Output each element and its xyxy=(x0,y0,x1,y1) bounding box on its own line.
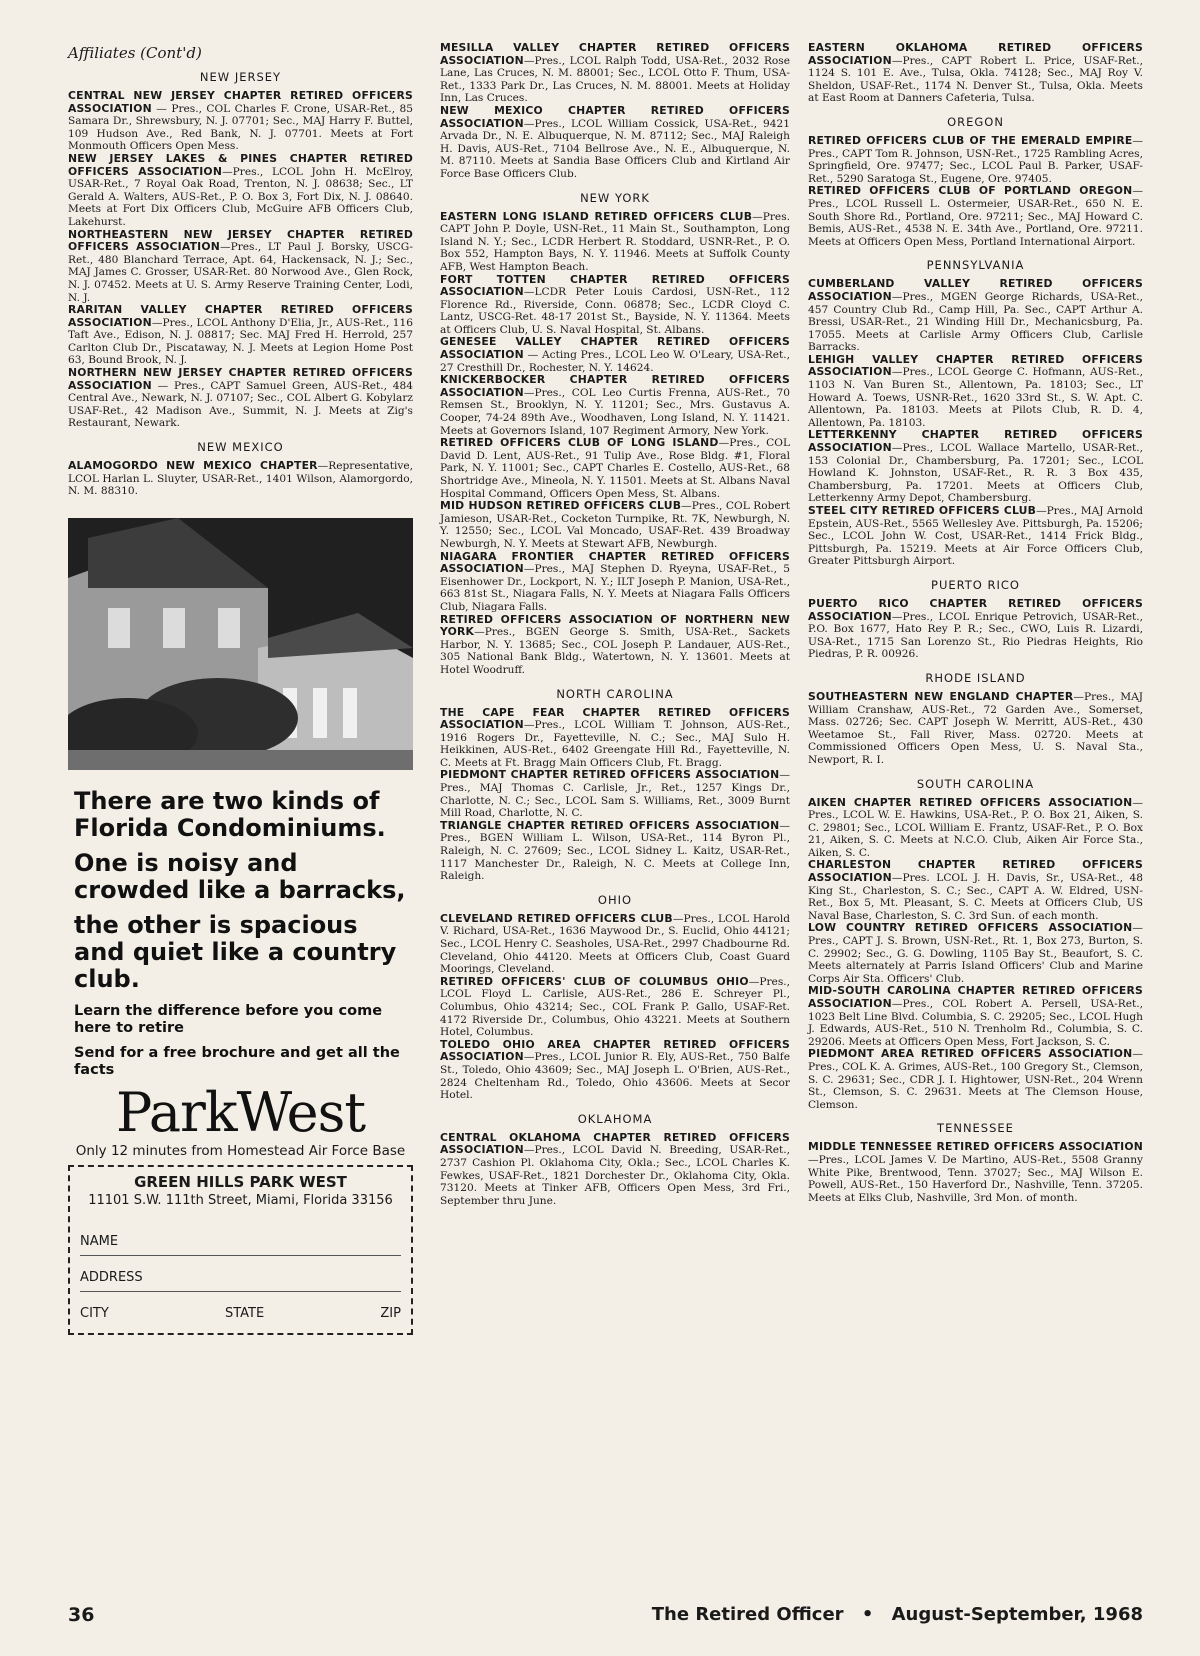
chapter-name: STEEL CITY RETIRED OFFICERS CLUB xyxy=(808,504,1037,517)
entries xyxy=(440,707,790,883)
chapter-details: —Pres., LCOL Floyd L. Carlisle, AUS-Ret., 286 E. Schreyer Pl., Columbus, Ohio 43214; Sec., COL Frank P. Gallo, USAF-Ret. 4172 Riverside Dr., Columbus, Ohio 43221. Meets at Southern Hotel, Columbus. xyxy=(440,975,790,1039)
entries xyxy=(808,278,1143,568)
chapter-entry xyxy=(68,229,413,305)
chapter-name: TOLEDO OHIO AREA CHAPTER RETIRED OFFICERS ASSOCIATION xyxy=(440,1037,790,1064)
chapter-details: —Pres., LCOL James V. De Martino, AUS-Ret., 5508 Granny White Pike, Brentwood, Tenn. 37027; Sec., MAJ Wilson E. Powell, AUS-Ret., 150 Haverford Dr., Nashville, Tenn. 37205. Meets at Elks Club, Nashville, 3rd Mon. of month. xyxy=(808,1153,1143,1204)
chapter-entry xyxy=(808,1048,1143,1111)
chapter-name: THE CAPE FEAR CHAPTER RETIRED OFFICERS ASSOCIATION xyxy=(440,705,790,732)
chapter-name: NIAGARA FRONTIER CHAPTER RETIRED OFFICERS ASSOCIATION xyxy=(440,549,790,576)
state-heading-oregon: OREGON xyxy=(947,114,1004,129)
chapter-name: FORT TOTTEN CHAPTER RETIRED OFFICERS ASSOCIATION xyxy=(440,272,790,299)
chapter-details: —Pres., CAPT Tom R. Johnson, USN-Ret., 1725 Rambling Acres, Springfield, Ore. 97477; Sec., LCOL Paul B. Parker, USAF-Ret., 5290 Saratoga St., Eugene, Ore. 97405. xyxy=(808,134,1143,185)
affiliates-label: Affiliates (Cont'd) xyxy=(68,44,202,62)
entries xyxy=(68,460,413,498)
entries xyxy=(808,797,1143,1112)
chapter-entry xyxy=(440,820,790,883)
entries xyxy=(808,135,1143,248)
chapter-entry xyxy=(440,551,790,614)
chapter-name: SOUTHEASTERN NEW ENGLAND CHAPTER xyxy=(808,689,1074,703)
chapter-entry xyxy=(440,437,790,500)
chapter-details: — Pres., COL Charles F. Crone, USAR-Ret., 85 Samara Dr., Shrewsbury, N. J. 07701; Sec., MAJ Harry F. Buttel, 109 Hudson Ave., Red Bank, N. J. 07701. Meets at Fort Monmouth Officers Open Mess. xyxy=(68,102,413,153)
page-footer xyxy=(68,1604,1143,1634)
chapter-entry xyxy=(440,1132,790,1208)
coupon-title: GREEN HILLS PARK WEST xyxy=(134,1172,347,1191)
chapter-name: MESILLA VALLEY CHAPTER RETIRED OFFICERS ASSOCIATION xyxy=(440,41,790,67)
page-number: 36 xyxy=(68,1604,95,1626)
chapter-name: KNICKERBOCKER CHAPTER RETIRED OFFICERS ASSOCIATION xyxy=(440,373,790,399)
chapter-details: —Pres., LCOL William T. Johnson, AUS-Ret., 1916 Rogers Dr., Fayetteville, N. C.; Sec., MAJ Sulo H. Heikkinen, AUS-Ret., 6402 Greengate Hill Rd., Fayetteville, N. C. Meets at Ft. Bragg Main Officers Club, Ft. Bragg. xyxy=(440,719,790,769)
entries xyxy=(808,691,1143,767)
chapter-name: EASTERN LONG ISLAND RETIRED OFFICERS CLUB xyxy=(440,209,753,223)
column-right xyxy=(808,42,1143,1214)
chapter-name: MID-SOUTH CAROLINA CHAPTER RETIRED OFFICERS ASSOCIATION xyxy=(808,984,1143,1010)
chapter-details: —Pres., LCOL William Cossick, USA-Ret., 9421 Arvada Dr., N. E. Albuquerque, N. M. 87112; Sec., MAJ Raleigh H. Davis, AUS-Ret., 7104 Bellrose Ave., N. E., Albuquerque, N. M. 87110. Meets at Sandia Base Officers Club and Kirtland Air Force Base Officers Club. xyxy=(440,117,790,180)
chapter-entry xyxy=(808,691,1143,767)
chapter-name: GENESEE VALLEY CHAPTER RETIRED OFFICERS ASSOCIATION xyxy=(440,335,790,362)
chapter-name: ALAMOGORDO NEW MEXICO CHAPTER xyxy=(68,459,318,473)
ad-subtext-1: Learn the difference before you come here to retire xyxy=(74,1002,383,1036)
chapter-details: —Pres., LCOL Russell L. Ostermeier, USAR-Ret., 650 N. E. South Shore Rd., Portland, Ore. 97211; Sec., MAJ Howard C. Bemis, AUS-Ret., 4538 N. E. 34th Ave., Portland, Ore. 97211. Meets at Officers Open Mess, Portland International Airport. xyxy=(808,185,1143,248)
chapter-name: TRIANGLE CHAPTER RETIRED OFFICERS ASSOCIATION xyxy=(440,818,780,832)
chapter-name: PUERTO RICO CHAPTER RETIRED OFFICERS ASSOCIATION xyxy=(808,596,1143,623)
chapter-entry xyxy=(68,90,413,153)
chapter-details: —Pres., MAJ William Cranshaw, AUS-Ret., 72 Garden Ave., Somerset, Mass. 02726; Sec. CAPT Joseph W. Merritt, AUS-Ret., 430 Weetamoe St., Fall River, Mass. 02720. Meets at Commissioned Officers Open Mess, U. S. Naval Sta., Newport, R. I. xyxy=(808,690,1143,766)
column-middle xyxy=(440,42,790,1217)
chapter-details: —Pres., LCOL David N. Breeding, USAR-Ret., 2737 Cashion Pl. Oklahoma City, Okla.; Sec., LCOL Charles K. Fewkes, USAF-Ret., 1821 Dorchester Dr., Oklahoma City, Okla. 73120. Meets at Tinker AFB, Officers Open Mess, 3rd Fri., September thru June. xyxy=(440,1144,790,1207)
chapter-name: NORTHERN NEW JERSEY CHAPTER RETIRED OFFICERS ASSOCIATION xyxy=(68,366,413,392)
chapter-details: —Pres., MAJ Arnold Epstein, AUS-Ret., 5565 Wellesley Ave. Pittsburgh, Pa. 15206; Sec., LCOL John W. Cost, USAR-Ret., 1414 Frick Bldg., Pittsburgh, Pa. 15219. Meets at Air Force Officers Club, Greater Pittsburgh Airport. xyxy=(808,505,1143,568)
chapter-name: RETIRED OFFICERS' CLUB OF COLUMBUS OHIO xyxy=(440,974,749,988)
chapter-name: PIEDMONT AREA RETIRED OFFICERS ASSOCIATION xyxy=(808,1047,1133,1061)
publication-line xyxy=(652,1604,1143,1625)
chapter-entry xyxy=(440,374,790,437)
chapter-entry xyxy=(440,1039,790,1102)
chapter-entry xyxy=(440,769,790,819)
entries xyxy=(808,1141,1143,1204)
chapter-entry xyxy=(68,460,413,498)
state-heading-pennsylvania: PENNSYLVANIA xyxy=(926,258,1025,273)
chapter-details: —Pres., BGEN William L. Wilson, USA-Ret., 114 Byron Pl., Raleigh, N. C. 27609; Sec., LCOL Sidney L. Kaitz, USAR-Ret., 1117 Manchester Dr., Raleigh, N. C. Meets at College Inn, Raleigh. xyxy=(440,819,790,883)
state-heading-new-york: NEW YORK xyxy=(580,190,650,205)
ad-headline-2: One is noisy and crowded like a barracks, xyxy=(74,848,406,904)
chapter-entry xyxy=(808,1141,1143,1204)
chapter-name: CENTRAL NEW JERSEY CHAPTER RETIRED OFFICERS ASSOCIATION xyxy=(68,89,413,115)
chapter-name: RETIRED OFFICERS CLUB OF PORTLAND OREGON xyxy=(808,184,1133,198)
brochure-coupon xyxy=(68,1165,413,1335)
chapter-details: —Pres., COL Robert Jamieson, USAR-Ret., Cocketon Turnpike, Rt. 7K, Newburgh, N. Y. 12550; Sec., LCOL Val Moncado, USAF-Ret. 439 Broadway Newburgh, N. Y. Meets at Stewart AFB, Newburgh. xyxy=(440,500,791,550)
chapter-name: CUMBERLAND VALLEY RETIRED OFFICERS ASSOCIATION xyxy=(808,277,1143,303)
chapter-entry xyxy=(440,274,790,337)
chapter-details: —Pres., MAJ Stephen D. Ryeyna, USAF-Ret., 5 Eisenhower Dr., Lockport, N. Y.; ILT Joseph P. Manion, USA-Ret., 663 81st St., Niagara Falls, N. Y. Meets at Niagara Falls Officers Club, Niagara Falls. xyxy=(440,563,790,613)
chapter-entry xyxy=(808,505,1143,568)
ad-tagline: Only 12 minutes from Homestead Air Force Base xyxy=(75,1142,406,1159)
chapter-name: LOW COUNTRY RETIRED OFFICERS ASSOCIATION xyxy=(808,921,1133,935)
chapter-entry xyxy=(440,42,790,105)
chapter-entry xyxy=(440,614,790,677)
entries xyxy=(440,913,790,1102)
chapter-entry xyxy=(440,336,790,374)
entries xyxy=(808,598,1143,661)
chapter-details: —Pres., LCOL Ralph Todd, USA-Ret., 2032 Rose Lane, Las Cruces, N. M. 88001; Sec., LCOL Otto F. Thum, USA-Ret., 1333 Park Dr., Las Cruces, N. M. 88001. Meets at Holiday Inn, Las Cruces. xyxy=(440,54,790,105)
chapter-entry xyxy=(440,913,790,976)
chapter-name: MID HUDSON RETIRED OFFICERS CLUB xyxy=(440,499,682,513)
column-left xyxy=(68,42,413,1335)
chapter-details: —Pres., LCOL John H. McElroy, USAR-Ret., 7 Royal Oak Road, Trenton, N. J. 08638; Sec., LT Gerald A. Walters, AUS-Ret., P. O. Box 3, Fort Dix, N. J. 08640. Meets at Fort Dix Officers Club, McGuire AFB Officers Club, Lakehurst. xyxy=(68,165,413,228)
chapter-details: —Pres., COL David D. Lent, AUS-Ret., 91 Tulip Ave., Rose Bldg. #1, Floral Park, N. Y. 11001; Sec., CAPT Charles E. Costello, AUS-Ret., 68 Shortridge Ave., Mineola, N. Y. 11501. Meets at St. Albans Naval Hospital Command, Officers Open Mess, St. Albans. xyxy=(440,437,791,500)
state-field[interactable]: STATE xyxy=(224,1305,265,1321)
chapter-details: —Pres., MAJ Thomas C. Carlisle, Jr., Ret., 1257 Kings Dr., Charlotte, N. C.; Sec., LCOL Sam S. Williams, Ret., 3009 Burnt Mill Road, Charlotte, N. C. xyxy=(440,769,790,820)
chapter-name: RETIRED OFFICERS CLUB OF LONG ISLAND xyxy=(440,436,719,450)
chapter-entry xyxy=(808,135,1143,185)
chapter-entry xyxy=(808,985,1143,1048)
chapter-entry xyxy=(808,859,1143,922)
chapter-details: —Pres. CAPT John P. Doyle, USN-Ret., 11 Main St., Southampton, Long Island N. Y.; Sec., LCDR Herbert R. Stoddard, USNR-Ret., P. O. Box 552, Hampton Bays, N. Y. 11946. Meets at Suffolk County AFB, West Hampton Beach. xyxy=(440,210,790,273)
chapter-name: AIKEN CHAPTER RETIRED OFFICERS ASSOCIATION xyxy=(808,795,1133,809)
condominium-photo xyxy=(68,518,413,770)
chapter-entry xyxy=(440,211,790,274)
chapter-name: MIDDLE TENNESSEE RETIRED OFFICERS ASSOCIATION xyxy=(808,1140,1143,1154)
city-field[interactable]: CITY xyxy=(80,1305,109,1321)
chapter-name: NEW JERSEY LAKES & PINES CHAPTER RETIRED OFFICERS ASSOCIATION xyxy=(68,151,413,178)
chapter-entry xyxy=(68,153,413,229)
chapter-name: CLEVELAND RETIRED OFFICERS CLUB xyxy=(440,911,673,925)
chapter-details: —Pres., LCOL George C. Hofmann, AUS-Ret., 1103 N. Van Buren St., Allentown, Pa. 18103; Sec., LT Howard A. Toews, USNR-Ret., 1620 33rd St., S. W. Apt. C. Allentown, Pa. 18103. Meets at Pilots Club, R. D. 4, Allentown, Pa. 18103. xyxy=(808,366,1143,429)
chapter-details: — Acting Pres., LCOL Leo W. O'Leary, USA-Ret., 27 Cresthill Dr., Rochester, N. Y. 14624. xyxy=(440,349,790,374)
ad-headline-1: There are two kinds of Florida Condominiums. xyxy=(74,786,386,842)
chapter-name: CENTRAL OKLAHOMA CHAPTER RETIRED OFFICERS ASSOCIATION xyxy=(440,1130,790,1157)
chapter-name: CHARLESTON CHAPTER RETIRED OFFICERS ASSOCIATION xyxy=(808,858,1143,885)
chapter-name: LETTERKENNY CHAPTER RETIRED OFFICERS ASSOCIATION xyxy=(808,428,1143,455)
chapter-details: —Representative, LCOL Harlan L. Sluyter, USAR-Ret., 1401 Wilson, Alamorgordo, N. M. 88310. xyxy=(68,460,413,498)
ad-headline-3: the other is spacious and quiet like a country club. xyxy=(74,910,397,993)
chapter-entry xyxy=(808,922,1143,985)
chapter-name: PIEDMONT CHAPTER RETIRED OFFICERS ASSOCIATION xyxy=(440,768,780,782)
chapter-entry xyxy=(808,797,1143,860)
issue-date: August-September, 1968 xyxy=(891,1604,1143,1625)
footer-bullet: • xyxy=(861,1604,874,1625)
chapter-name: LEHIGH VALLEY CHAPTER RETIRED OFFICERS ASSOCIATION xyxy=(808,352,1143,379)
chapter-details: —Pres., LCOL Anthony D'Elia, Jr., AUS-Ret., 116 Taft Ave., Edison, N. J. 08817; Sec. MAJ Fred H. Herrold, 257 Carlton Club Dr., Piscataway, N. J. Meets at Legion Home Post 63, Bound Brook, N. J. xyxy=(68,316,413,367)
chapter-details: —Pres., LCOL Enrique Petrovich, USAR-Ret., P.O. Box 1677, Hato Rey P. R.; Sec., CWO, Luis R. Lizardi, USA-Ret., 1715 San Lorenzo St., Rio Piedras Heights, Rio Piedras, P. R. 00926. xyxy=(808,610,1143,661)
entries xyxy=(68,90,413,430)
magazine-title: The Retired Officer xyxy=(651,1604,844,1625)
city-state-zip-row xyxy=(80,1298,401,1325)
chapter-name: NORTHEASTERN NEW JERSEY CHAPTER RETIRED OFFICERS ASSOCIATION xyxy=(68,227,413,254)
chapter-entry xyxy=(440,976,790,1039)
state-heading-south-carolina: SOUTH CAROLINA xyxy=(916,776,1035,791)
chapter-name: RARITAN VALLEY CHAPTER RETIRED OFFICERS ASSOCIATION xyxy=(68,303,413,329)
chapter-entry xyxy=(808,354,1143,430)
entries xyxy=(440,42,790,181)
state-heading-ohio: OHIO xyxy=(597,892,633,907)
entries xyxy=(440,211,790,677)
state-heading-oklahoma: OKLAHOMA xyxy=(577,1111,653,1126)
state-heading-puerto-rico: PUERTO RICO xyxy=(931,577,1020,592)
state-heading-north-carolina: NORTH CAROLINA xyxy=(556,686,674,701)
park-west-logo: ParkWest xyxy=(115,1080,366,1144)
chapter-entry xyxy=(440,707,790,770)
chapter-details: —Pres. LCOL J. H. Davis, Sr., USA-Ret., 48 King St., Charleston, S. C.; Sec., CAPT A. W. Eldred, USN-Ret., Box 5, Mt. Pleasant, S. C. Meets at Officers Club, US Naval Base, Charleston, S. C. 3rd Sun. of each month. xyxy=(808,872,1143,922)
chapter-details: —Pres., CAPT J. S. Brown, USN-Ret., Rt. 1, Box 273, Burton, S. C. 29902; Sec., G. G. Dowling, 1105 Bay St., Beaufort, S. C. Meets alternately at Parris Island Officers' Club and Marine Corps Air Sta. Officers' Club. xyxy=(808,922,1143,985)
chapter-details: —Pres., LCOL W. E. Hawkins, USA-Ret., P. O. Box 21, Aiken, S. C. 29801; Sec., LCOL William E. Frantz, USAF-Ret., P. O. Box 21, Aiken, S. C. Meets at N.C.O. Club, Aiken Air Force Sta., Aiken, S. C. xyxy=(808,796,1143,859)
chapter-details: —Pres., LCOL Harold V. Richard, USA-Ret., 1636 Maywood Dr., S. Euclid, Ohio 44121; Sec., LCOL Henry C. Seasholes, USA-Ret., 2997 Chadbourne Rd. Cleveland, Ohio 44120. Meets at Officers Club, Coast Guard Moorings, Cleveland. xyxy=(440,912,790,976)
chapter-name: RETIRED OFFICERS CLUB OF THE EMERALD EMPIRE xyxy=(808,133,1133,147)
chapter-name: RETIRED OFFICERS ASSOCIATION OF NORTHERN NEW YORK xyxy=(440,612,790,639)
ad-subtext-2: Send for a free brochure and get all the facts xyxy=(74,1044,400,1078)
chapter-entry xyxy=(808,42,1143,105)
chapter-name: EASTERN OKLAHOMA RETIRED OFFICERS ASSOCIATION xyxy=(808,41,1143,67)
chapter-entry xyxy=(68,367,413,430)
chapter-details: —Pres., CAPT Robert L. Price, USAF-Ret., 1124 S. 101 E. Ave., Tulsa, Okla. 74128; Sec., MAJ Roy V. Sheldon, USAF-Ret., 1174 N. Denver St., Tulsa, Okla. Meets at East Room at Danners Cafeteria, Tulsa. xyxy=(808,54,1143,105)
state-heading-new-mexico: NEW MEXICO xyxy=(197,440,284,455)
state-heading-tennessee: TENNESSEE xyxy=(937,1121,1014,1136)
chapter-details: —Pres., LT Paul J. Borsky, USCG-Ret., 480 Blanchard Terrace, Apt. 64, Hackensack, N. J.; Sec., MAJ James C. Grosser, USAR-Ret. 80 Norwood Ave., Glen Rock, N. J. 07452. Meets at U. S. Army Reserve Training Center, Lodi, N. J. xyxy=(68,241,413,304)
chapter-details: —LCDR Peter Louis Cardosi, USN-Ret., 112 Florence Rd., Riverside, Conn. 06878; Sec., LCDR Cloyd C. Lantz, USCG-Ret. 48-17 201st St., Bayside, N. Y. 11364. Meets at Officers Club, U. S. Naval Hospital, St. Albans. xyxy=(440,286,790,336)
chapter-details: —Pres., LCOL Wallace Martello, USAR-Ret., 153 Colonial Dr., Chambersburg, Pa. 17201; Sec., LCOL Howland K. Johnston, USAF-Ret., R. R. 3 Box 435, Chambersburg, Pa. 17201. Meets at Officers Club, Letterkenny Army Depot, Chambersburg. xyxy=(808,442,1143,505)
state-heading-rhode-island: RHODE ISLAND xyxy=(925,670,1026,685)
chapter-details: —Pres., MGEN George Richards, USA-Ret., 457 Country Club Rd., Camp Hill, Pa. Sec., CAPT Arthur A. Bressi, USAR-Ret., 21 Winding Hill Dr., Mechanicsburg, Pa. 17055. Meets at Carlisle Army Officers Club, Carlisle Barracks. xyxy=(808,290,1143,354)
chapter-details: — Pres., CAPT Samuel Green, AUS-Ret., 484 Central Ave., Newark, N. J. 07107; Sec., COL Albert G. Kobylarz USAF-Ret., 42 Madison Ave., Summit, N. J. Meets at Zig's Restaurant, Newark. xyxy=(68,379,413,430)
zip-field[interactable]: ZIP xyxy=(380,1305,401,1321)
chapter-entry xyxy=(440,500,790,550)
chapter-entry xyxy=(808,598,1143,661)
entries xyxy=(808,42,1143,105)
chapter-entry xyxy=(440,105,790,181)
chapter-entry xyxy=(808,278,1143,354)
chapter-details: —Pres., COL Leo Curtis Frenna, AUS-Ret., 70 Remsen St., Brooklyn, N. Y. 11201; Sec., Mrs. Gustavus A. Cooper, 74-24 89th Ave., Woodhaven, Long Island, N. Y. 11421. Meets at Governors Island, 107 Regiment Armory, New York. xyxy=(440,386,790,437)
chapter-details: —Pres., COL Robert A. Persell, USA-Ret., 1023 Belt Line Blvd. Columbia, S. C. 29205; Sec., LCOL Hugh J. Edwards, AUS-Ret., 510 N. Trenholm Rd., Columbia, S. C. 29206. Meets at Officers Open Mess, Fort Jackson, S. C. xyxy=(808,998,1143,1048)
entries xyxy=(440,1132,790,1208)
address-field[interactable]: ADDRESS xyxy=(80,1262,401,1292)
chapter-entry xyxy=(68,304,413,367)
chapter-details: —Pres., LCOL Junior R. Ely, AUS-Ret., 750 Balfe St., Toledo, Ohio 43609; Sec., MAJ Joseph L. O'Brien, AUS-Ret., 2824 Cheltenham Rd., Toledo, Ohio 43606. Meets at Secor Hotel. xyxy=(440,1051,790,1102)
state-heading-new-jersey: NEW JERSEY xyxy=(199,70,282,84)
chapter-entry xyxy=(808,429,1143,505)
condominium-building-image xyxy=(68,518,413,770)
chapter-name: NEW MEXICO CHAPTER RETIRED OFFICERS ASSOCIATION xyxy=(440,103,790,130)
name-field[interactable]: NAME xyxy=(80,1226,401,1256)
chapter-details: —Pres., BGEN George S. Smith, USA-Ret., Sackets Harbor, N. Y. 13685; Sec., COL Joseph P. Landauer, AUS-Ret., 305 National Bank Bldg., Watertown, N. Y. 13601. Meets at Hotel Woodruff. xyxy=(440,626,790,676)
chapter-details: —Pres., COL K. A. Grimes, AUS-Ret., 100 Gregory St., Clemson, S. C. 29631; Sec., CDR J. I. Hightower, USN-Ret., 204 Wrenn St., Clemson, S. C. 29631. Meets at The Clemson House, Clemson. xyxy=(808,1048,1143,1111)
coupon-address: 11101 S.W. 111th Street, Miami, Florida 33156 xyxy=(88,1192,393,1208)
chapter-entry xyxy=(808,185,1143,248)
